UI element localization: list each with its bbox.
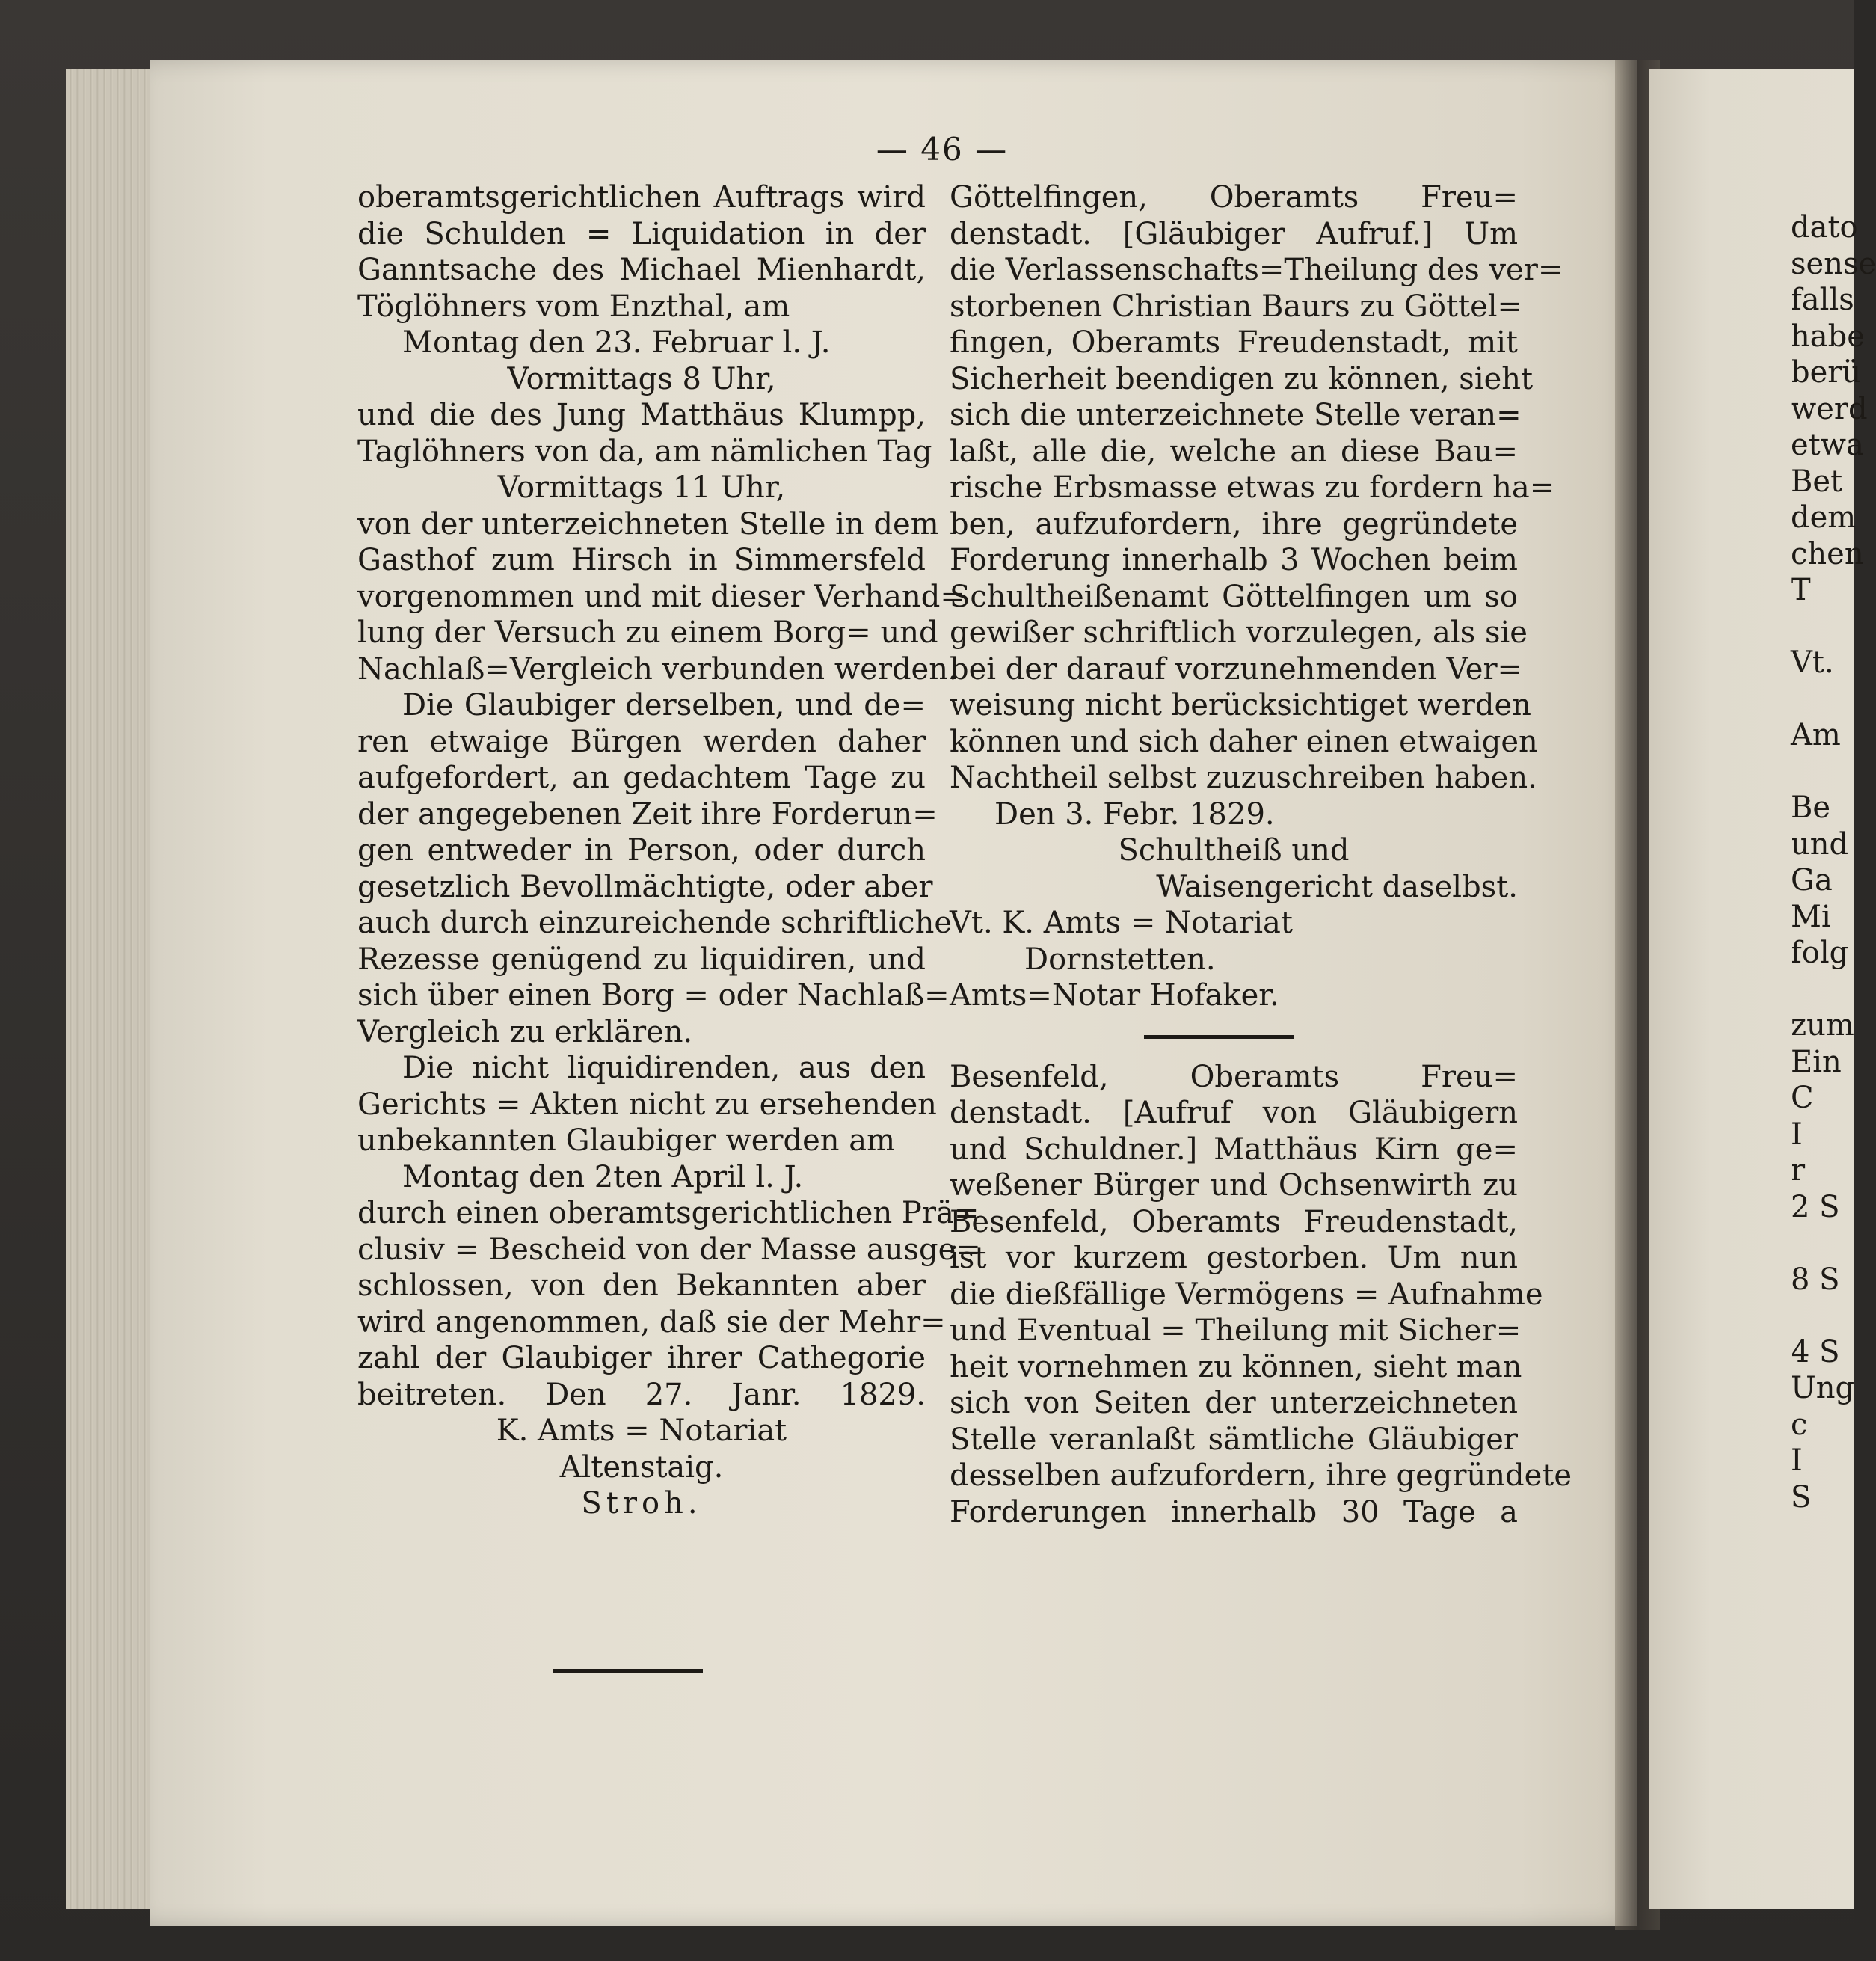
text-line: die Verlassenschafts=Theilung des ver=: [950, 253, 1563, 287]
text-line: Besenfeld, Oberamts Freu=: [950, 1059, 1518, 1094]
text-line: Göttelfingen, Oberamts Freu=: [950, 180, 1518, 215]
text-line: Ganntsache des Michael Mienhardt,: [357, 253, 926, 287]
text-line: denstadt. [Aufruf von Gläubigern: [950, 1096, 1518, 1130]
facing-page-fragment: und: [1791, 826, 1849, 862]
facing-page-fragment: dem: [1791, 500, 1857, 535]
right-text-column: [950, 179, 1572, 1530]
facing-page-fragment: Mi: [1791, 899, 1831, 934]
facing-page-fragment: 8 S: [1791, 1262, 1840, 1297]
facing-page-fragment: [1791, 754, 1854, 791]
text-line: oberamtsgerichtlichen Auftrags wird: [357, 180, 926, 215]
facing-page-fragment: Bet: [1791, 464, 1843, 499]
text-line: ist vor kurzem gestorben. Um nun: [950, 1241, 1518, 1275]
text-line: gesetzlich Bevollmächtigte, oder aber: [357, 869, 933, 904]
facing-page-fragment: c: [1791, 1407, 1808, 1442]
text-line: Vormittags 11 Uhr,: [497, 470, 786, 505]
text-line: rische Erbsmasse etwas zu fordern ha=: [950, 470, 1555, 505]
text-line: lung der Versuch zu einem Borg= und: [357, 616, 938, 650]
facing-page-fragment: zum: [1791, 1008, 1854, 1043]
facing-page-fragment: dato: [1791, 210, 1858, 245]
text-line: denstadt. [Gläubiger Aufruf.] Um: [950, 216, 1518, 251]
text-line: Die nicht liquidirenden, aus den: [402, 1051, 926, 1085]
text-line: Vt. K. Amts = Notariat: [950, 906, 1293, 940]
text-line: zahl der Glaubiger ihrer Cathegorie: [357, 1341, 926, 1375]
facing-page-fragment: Ein: [1791, 1044, 1842, 1079]
facing-page-fragment: folg: [1791, 936, 1849, 970]
text-line: die dießfällige Vermögens = Aufnahme: [950, 1277, 1543, 1312]
text-line: Gerichts = Akten nicht zu ersehenden: [357, 1087, 937, 1122]
text-line: bei der darauf vorzunehmenden Ver=: [950, 651, 1523, 687]
text-line: durch einen oberamtsgerichtlichen Prä=: [357, 1196, 979, 1230]
text-line: Stroh.: [581, 1486, 702, 1520]
text-line: und Schuldner.] Matthäus Kirn ge=: [950, 1132, 1518, 1167]
text-line: gewißer schriftlich vorzulegen, als sie: [950, 616, 1528, 650]
facing-page-fragment: Vt.: [1791, 645, 1834, 680]
facing-page-fragment: Ga: [1791, 863, 1833, 897]
facing-page-fragment: Be: [1791, 791, 1831, 825]
text-line: clusiv = Bescheid von der Masse ausge=: [357, 1232, 981, 1267]
text-line: Besenfeld, Oberamts Freudenstadt,: [950, 1204, 1518, 1239]
text-line: und die des Jung Matthäus Klumpp,: [357, 398, 926, 432]
text-line: Schultheiß und: [1118, 833, 1350, 868]
facing-page-text-fragments: [1791, 209, 1876, 1515]
text-line: können und sich daher einen etwaigen: [950, 724, 1538, 759]
facing-page-fragment: C: [1791, 1081, 1814, 1115]
text-line: Amts=Notar Hofaker.: [950, 978, 1279, 1013]
text-line: Schultheißenamt Göttelfingen um so: [950, 579, 1518, 614]
text-line: Sicherheit beendigen zu können, sieht: [950, 361, 1534, 396]
facing-page-fragment: [1791, 972, 1854, 1008]
text-line: weßener Bürger und Ochsenwirth zu: [950, 1168, 1518, 1203]
text-line: unbekannten Glaubiger werden am: [357, 1123, 896, 1158]
facing-page-fragment: [1791, 609, 1854, 645]
facing-page-fragment: [1791, 1225, 1854, 1262]
facing-page-fragment: [1791, 1298, 1854, 1334]
text-line: fingen, Oberamts Freudenstadt, mit: [950, 325, 1518, 360]
text-line: ren etwaige Bürgen werden daher: [357, 724, 926, 759]
facing-page-fragment: sense: [1791, 246, 1876, 281]
text-line: ben, aufzufordern, ihre gegründete: [950, 506, 1518, 541]
text-line: Gasthof zum Hirsch in Simmersfeld: [357, 543, 926, 577]
text-line: auch durch einzureichende schriftliche: [357, 906, 952, 940]
text-line: Forderung innerhalb 3 Wochen beim: [950, 543, 1518, 577]
facing-page-fragment: [1791, 681, 1854, 718]
facing-page-fragment: r: [1791, 1153, 1806, 1188]
text-line: Töglöhners vom Enzthal, am: [357, 289, 790, 324]
facing-page-fragment: falls: [1791, 283, 1854, 317]
text-line: Nachlaß=Vergleich verbunden werden.: [357, 651, 958, 687]
text-line: und Eventual = Theilung mit Sicher=: [950, 1313, 1522, 1348]
text-line: sich über einen Borg = oder Nachlaß=: [357, 978, 950, 1013]
text-line: Waisengericht daselbst.: [1156, 869, 1518, 904]
text-line: sich die unterzeichnete Stelle veran=: [950, 398, 1522, 432]
text-line: beitreten. Den 27. Janr. 1829.: [357, 1377, 926, 1412]
text-line: Die Glaubiger derselben, und de=: [402, 688, 926, 722]
facing-page-fragment: etwa: [1791, 428, 1864, 462]
section-divider-left: [553, 1669, 703, 1673]
text-line: Taglöhners von da, am nämlichen Tag: [357, 434, 932, 469]
text-line: desselben aufzufordern, ihre gegründete: [950, 1458, 1572, 1493]
facing-page-fragment: Ung: [1791, 1371, 1855, 1405]
left-text-column: [357, 179, 981, 1522]
facing-page-fragment: chen: [1791, 536, 1864, 571]
section-divider-right: [950, 1014, 1518, 1059]
text-line: Den 3. Febr. 1829.: [994, 797, 1275, 832]
facing-page-fragment: S: [1791, 1479, 1812, 1515]
text-line: gen entweder in Person, oder durch: [357, 833, 926, 868]
facing-page-fragment: habe: [1791, 319, 1865, 354]
text-line: K. Amts = Notariat: [496, 1414, 787, 1448]
text-line: die Schulden = Liquidation in der: [357, 216, 926, 251]
text-line: Montag den 2ten April l. J.: [402, 1159, 804, 1194]
text-line: wird angenommen, daß sie der Mehr=: [357, 1304, 946, 1339]
text-line: sich von Seiten der unterzeichneten: [950, 1386, 1518, 1420]
text-line: heit vornehmen zu können, sieht man: [950, 1349, 1522, 1384]
text-line: Montag den 23. Februar l. J.: [402, 325, 831, 360]
text-line: Dornstetten.: [1024, 942, 1216, 977]
facing-page-fragment: werd: [1791, 391, 1868, 426]
text-line: aufgefordert, an gedachtem Tage zu: [357, 761, 926, 795]
text-line: der angegebenen Zeit ihre Forderun=: [357, 797, 938, 832]
text-line: storbenen Christian Baurs zu Göttel=: [950, 289, 1523, 324]
text-line: laßt, alle die, welche an diese Bau=: [950, 434, 1518, 469]
facing-page-fragment: berü: [1791, 355, 1862, 390]
text-line: Rezesse genügend zu liquidiren, und: [357, 942, 926, 977]
facing-page-fragment: Am: [1791, 718, 1841, 752]
text-line: von der unterzeichneten Stelle in dem: [357, 506, 939, 541]
text-line: weisung nicht berücksichtiget werden: [950, 688, 1531, 722]
text-line: Vormittags 8 Uhr,: [507, 361, 776, 396]
page-number: — 46 —: [876, 131, 1009, 168]
facing-page-fragment: 4 S: [1791, 1334, 1840, 1369]
facing-page-fragment: 2 S: [1791, 1189, 1840, 1224]
facing-page-fragment: T: [1791, 573, 1811, 607]
text-line: Nachtheil selbst zuzuschreiben haben.: [950, 761, 1537, 795]
text-line: Altenstaig.: [559, 1449, 724, 1485]
facing-page-fragment: I: [1791, 1117, 1803, 1152]
text-line: Forderungen innerhalb 30 Tage a: [950, 1494, 1518, 1529]
text-line: vorgenommen und mit dieser Verhand=: [357, 579, 965, 614]
facing-page-fragment: I: [1791, 1443, 1803, 1478]
text-line: schlossen, von den Bekannten aber: [357, 1268, 926, 1303]
text-line: Vergleich zu erklären.: [357, 1014, 693, 1049]
text-line: Stelle veranlaßt sämtliche Gläubiger: [950, 1422, 1518, 1457]
